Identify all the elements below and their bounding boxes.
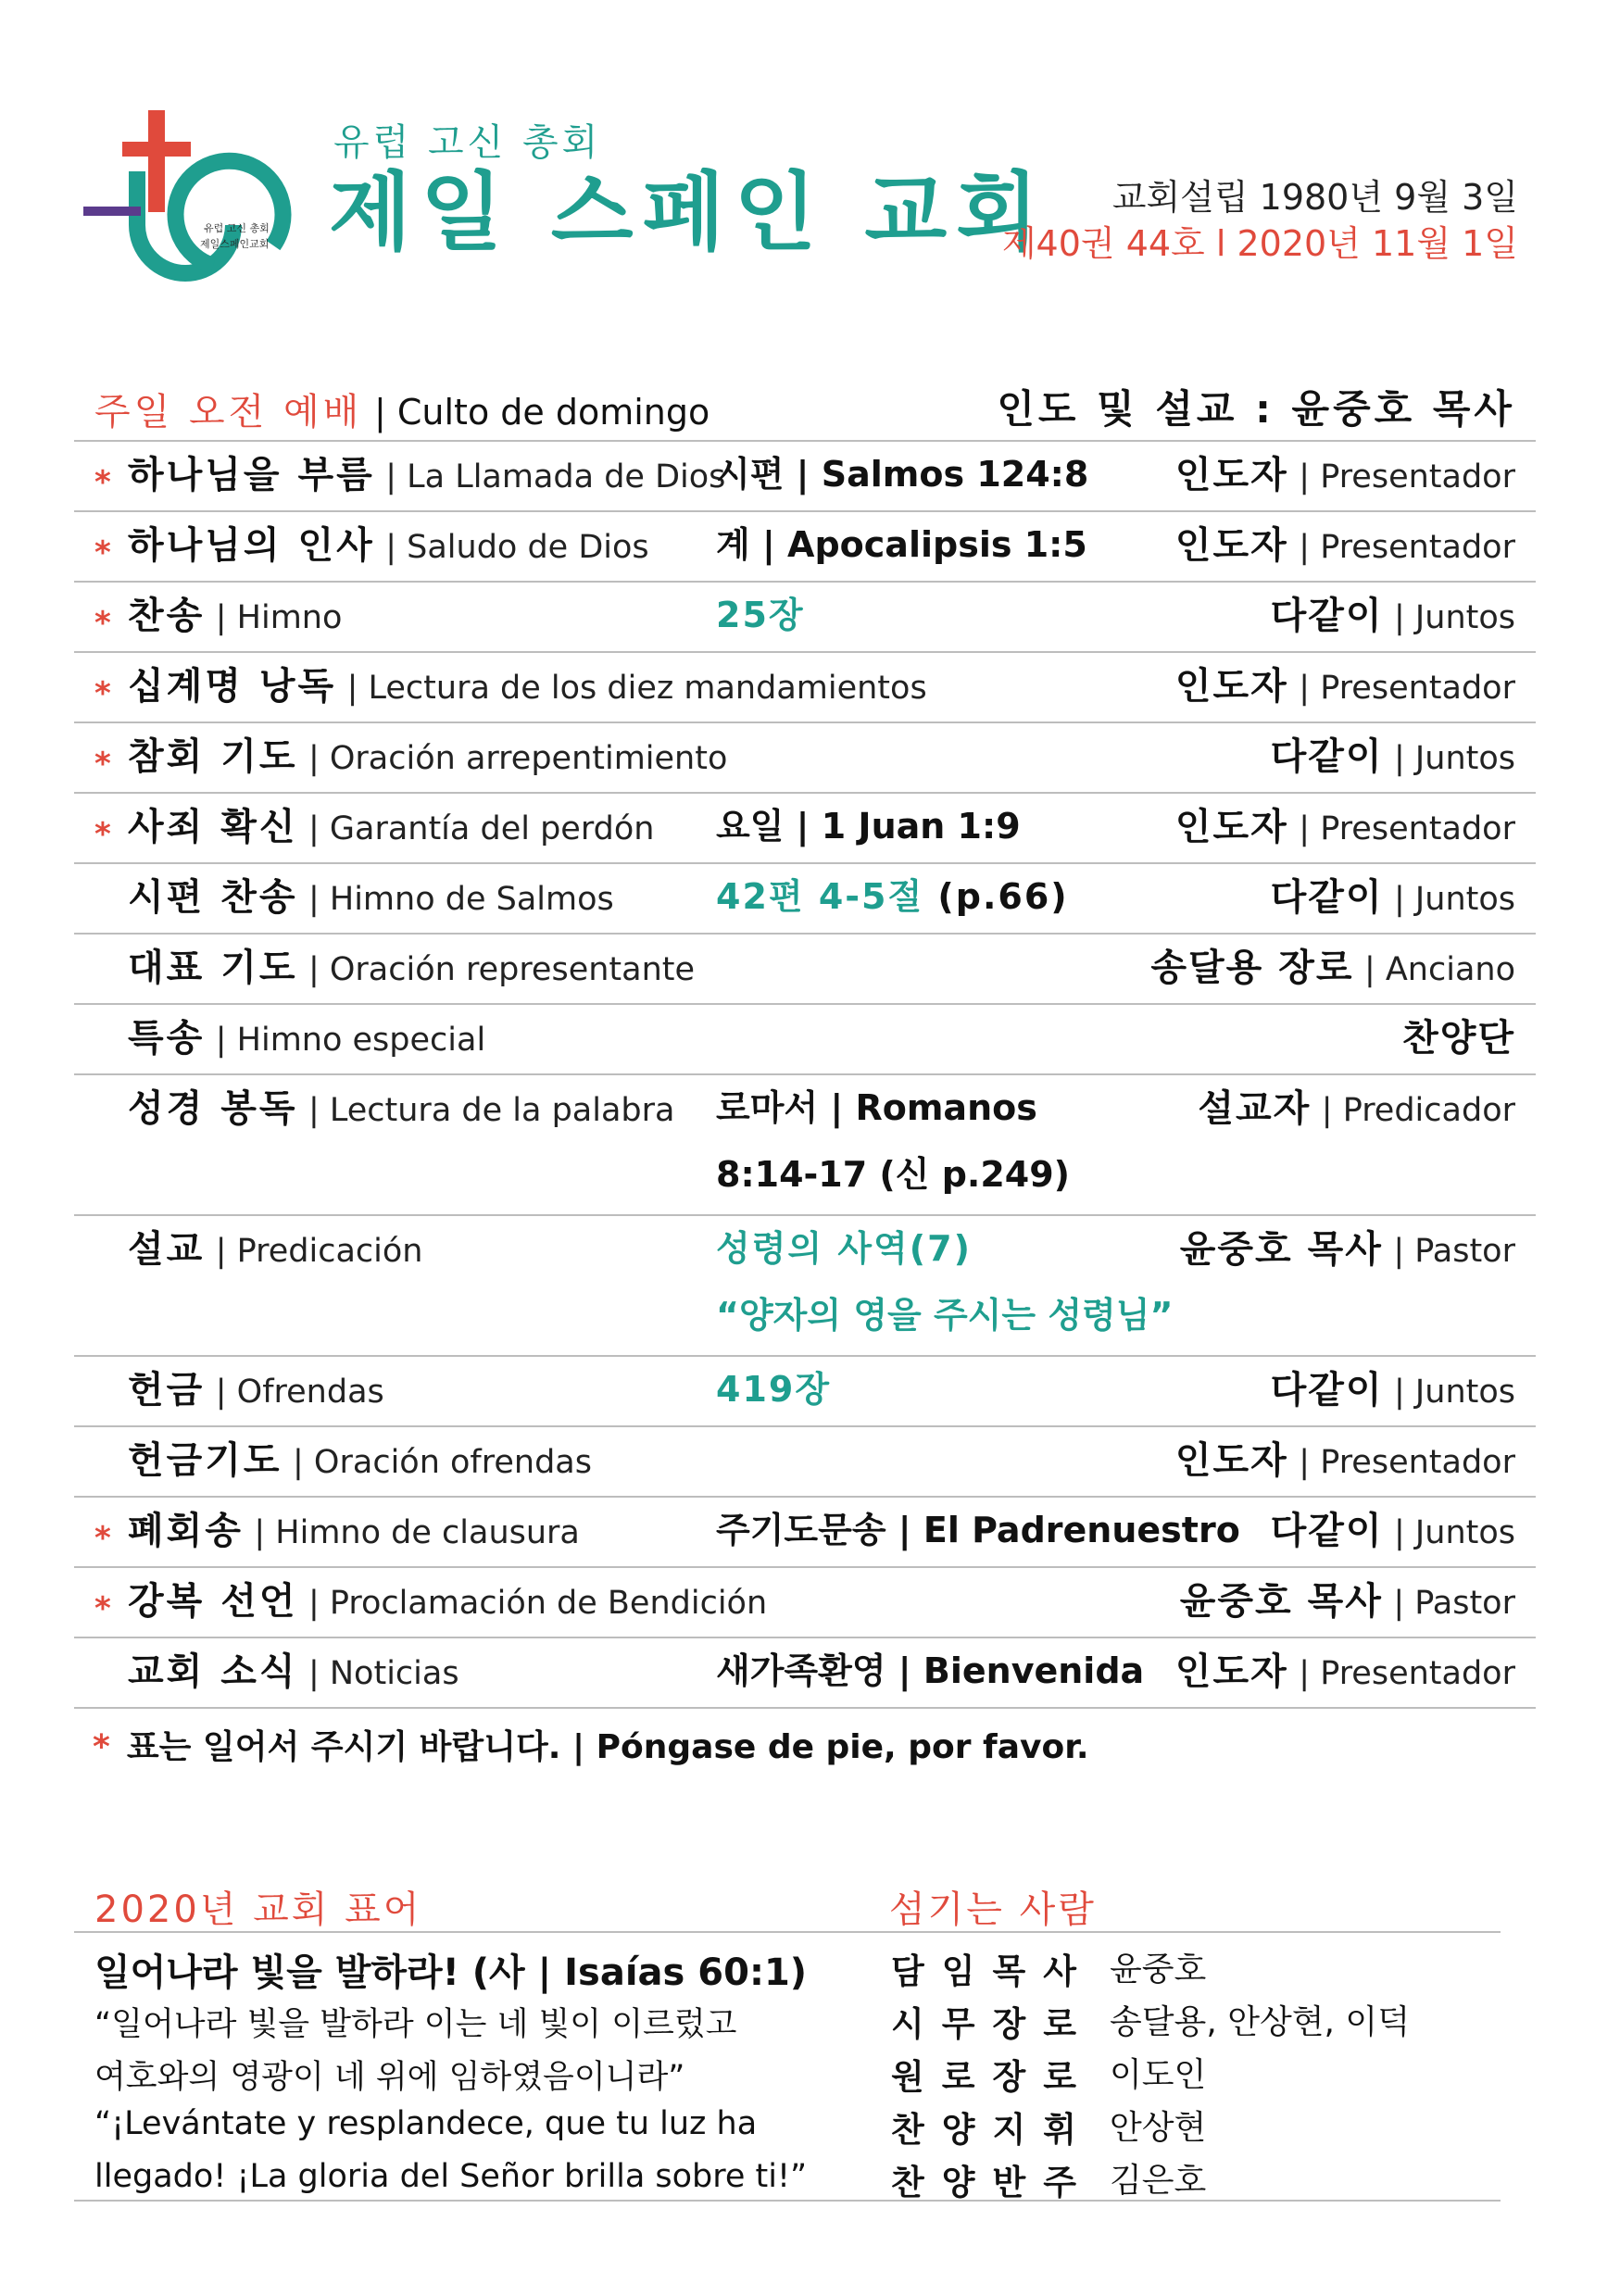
item-leader bbox=[1179, 1228, 1515, 1271]
reference-main: 로마서 bbox=[716, 1087, 819, 1128]
reference-main: 419장 bbox=[716, 1369, 832, 1410]
reference-main: 계 bbox=[716, 524, 750, 565]
stand-star: * bbox=[94, 605, 111, 642]
motto-title: 2020년 교회 표어 bbox=[94, 1888, 422, 1931]
stand-star: * bbox=[94, 464, 111, 501]
leader-ko: 윤중호 목사 bbox=[1179, 1228, 1383, 1271]
reference-main: 주기도문송 bbox=[716, 1510, 886, 1550]
item-leader bbox=[1270, 876, 1515, 919]
item-es: | Noticias bbox=[308, 1655, 459, 1692]
stand-star: * bbox=[94, 816, 111, 853]
worship-item bbox=[128, 665, 927, 708]
worship-row bbox=[74, 794, 1536, 864]
item-es: | Himno bbox=[215, 599, 343, 636]
item-reference bbox=[716, 1512, 1240, 1548]
worship-item bbox=[128, 454, 726, 496]
item-ko: 폐회송 bbox=[128, 1510, 244, 1552]
worship-row bbox=[74, 1498, 1536, 1568]
item-ko: 찬송 bbox=[128, 595, 206, 637]
reference-es: | 1 Juan 1:9 bbox=[796, 806, 1021, 847]
worship-order bbox=[74, 366, 1536, 1709]
worship-header bbox=[74, 366, 1536, 442]
item-es: | Oración ofrendas bbox=[293, 1444, 592, 1481]
worship-row bbox=[74, 723, 1536, 794]
motto-line: “일어나라 빛을 발하라 이는 네 빛이 이르렀고 bbox=[94, 2006, 737, 2043]
reference-main: 42편 4-5절 bbox=[716, 876, 924, 917]
servant-role: 찬양반주 bbox=[891, 2163, 1094, 2202]
servant-name: 김은호 bbox=[1110, 2162, 1207, 2200]
item-leader bbox=[1150, 947, 1515, 989]
org-subtitle: 유럽 고신 총회 bbox=[333, 121, 602, 164]
servant-role: 담임목사 bbox=[891, 1951, 1094, 1991]
worship-item bbox=[128, 1510, 580, 1552]
worship-row bbox=[74, 583, 1536, 653]
leader-ko: 찬양단 bbox=[1402, 1017, 1515, 1060]
item-es: | Himno especial bbox=[215, 1022, 486, 1059]
worship-item bbox=[128, 806, 655, 848]
servant-role: 원로장로 bbox=[891, 2057, 1094, 2097]
leader-ko: 다같이 bbox=[1270, 876, 1384, 919]
leader-ko: 인도자 bbox=[1174, 454, 1288, 496]
item-es: | Lectura de los diez mandamientos bbox=[346, 670, 927, 707]
item-reference bbox=[716, 454, 1089, 495]
leader-es: | Presentador bbox=[1299, 458, 1515, 496]
church-name: 제일 스페인 교회 bbox=[329, 163, 1049, 262]
leader-es: | Presentador bbox=[1299, 810, 1515, 847]
stand-star: * bbox=[94, 1520, 111, 1557]
item-leader bbox=[1270, 1510, 1515, 1552]
worship-row bbox=[74, 1075, 1536, 1216]
reference-es: | Salmos 124:8 bbox=[796, 454, 1089, 495]
worship-item bbox=[128, 1650, 459, 1693]
reference-main: 25장 bbox=[716, 595, 805, 635]
item-leader bbox=[1270, 735, 1515, 778]
item-leader bbox=[1198, 1087, 1515, 1130]
stand-star: * bbox=[94, 675, 111, 712]
item-leader bbox=[1179, 1580, 1515, 1623]
leader-ko: 인도자 bbox=[1174, 1650, 1288, 1693]
worship-title-es: | Culto de domingo bbox=[374, 392, 710, 433]
item-reference bbox=[716, 876, 1069, 917]
worship-row bbox=[74, 1568, 1536, 1638]
motto-line: “¡Levántate y resplandece, que tu luz ha bbox=[94, 2105, 758, 2142]
item-reference bbox=[716, 806, 1021, 847]
item-es: | Proclamación de Bendición bbox=[308, 1585, 768, 1622]
bottom-divider-bottom bbox=[74, 2200, 1501, 2202]
motto-line: 여호와의 영광이 네 위에 임하였음이니라” bbox=[94, 2059, 685, 2096]
worship-item bbox=[128, 1580, 768, 1623]
item-leader bbox=[1174, 454, 1515, 496]
servant-role: 시무장로 bbox=[891, 2004, 1094, 2044]
item-reference bbox=[716, 1087, 1037, 1128]
worship-row bbox=[74, 935, 1536, 1005]
leader-es: | Presentador bbox=[1299, 1655, 1515, 1692]
worship-item bbox=[128, 735, 728, 778]
founded-date: 교회설립 1980년 9월 3일 bbox=[1111, 177, 1518, 218]
leader-es: | Predicador bbox=[1321, 1092, 1515, 1129]
worship-row bbox=[74, 1427, 1536, 1498]
item-es: | Himno de Salmos bbox=[308, 881, 614, 918]
item-ko: 대표 기도 bbox=[128, 947, 298, 989]
servant-name: 이도인 bbox=[1110, 2056, 1207, 2094]
church-logo bbox=[83, 107, 296, 282]
logo-text-2: 제일스페인교회 bbox=[200, 238, 270, 250]
servant-name: 안상현 bbox=[1110, 2109, 1207, 2147]
leader-es: | Pastor bbox=[1393, 1585, 1515, 1622]
item-ko: 특송 bbox=[128, 1017, 206, 1060]
worship-row bbox=[74, 1216, 1536, 1357]
worship-item bbox=[128, 947, 696, 989]
leader-ko: 다같이 bbox=[1270, 595, 1384, 637]
reference-main: 시편 bbox=[716, 454, 785, 495]
leader-ko: 인도자 bbox=[1174, 665, 1288, 708]
worship-item bbox=[128, 595, 343, 637]
item-leader bbox=[1174, 806, 1515, 848]
item-reference bbox=[716, 524, 1087, 565]
worship-item bbox=[128, 524, 649, 567]
motto-heading: 일어나라 빛을 발하라! (사 | Isaías 60:1) bbox=[94, 1951, 808, 1994]
item-leader bbox=[1174, 1439, 1515, 1482]
item-es: | Oración arrepentimiento bbox=[308, 740, 728, 777]
worship-item bbox=[128, 1369, 384, 1411]
standing-note bbox=[93, 1721, 1089, 1768]
leader-ko: 인도자 bbox=[1174, 1439, 1288, 1482]
worship-row bbox=[74, 1005, 1536, 1075]
reference-line2: 8:14-17 (신 p.249) bbox=[716, 1154, 1071, 1195]
item-ko: 강복 선언 bbox=[128, 1580, 298, 1623]
item-ko: 성경 봉독 bbox=[128, 1087, 298, 1130]
item-leader bbox=[1270, 1369, 1515, 1411]
motto-line: llegado! ¡La gloria del Señor brilla sobre ti!” bbox=[94, 2158, 808, 2195]
reference-main: 새가족환영 bbox=[716, 1650, 886, 1691]
servant-role: 찬양지휘 bbox=[891, 2110, 1094, 2150]
item-ko: 헌금 bbox=[128, 1369, 206, 1411]
worship-item bbox=[128, 1439, 592, 1482]
worship-row bbox=[74, 1638, 1536, 1709]
leader-es: | Anciano bbox=[1363, 951, 1515, 988]
item-ko: 교회 소식 bbox=[128, 1650, 298, 1693]
item-leader bbox=[1270, 595, 1515, 637]
worship-title-ko: 주일 오전 예배 bbox=[94, 391, 363, 433]
worship-item bbox=[128, 876, 614, 919]
worship-row bbox=[74, 442, 1536, 512]
leader-es: | Juntos bbox=[1394, 1374, 1515, 1411]
worship-item bbox=[128, 1017, 486, 1060]
leader-ko: 다같이 bbox=[1270, 735, 1384, 778]
logo-text-1: 유럽 고신 총회 bbox=[204, 222, 270, 234]
leader-es: | Presentador bbox=[1299, 529, 1515, 566]
item-reference bbox=[716, 1650, 1145, 1691]
stand-star: * bbox=[94, 1590, 111, 1627]
item-ko: 하나님의 인사 bbox=[128, 524, 375, 567]
reference-main: 성령의 사역(7) bbox=[716, 1228, 972, 1269]
item-ko: 참회 기도 bbox=[128, 735, 298, 778]
item-reference bbox=[716, 1369, 832, 1410]
item-es: | Garantía del perdón bbox=[308, 810, 655, 847]
item-es: | Ofrendas bbox=[215, 1374, 384, 1411]
servant-name: 송달용, 안상현, 이덕 bbox=[1110, 2003, 1410, 2041]
leader-es: | Presentador bbox=[1299, 1444, 1515, 1481]
item-reference bbox=[716, 597, 805, 633]
worship-item bbox=[128, 1228, 423, 1271]
bottom-divider-top bbox=[74, 1931, 1501, 1933]
worship-row bbox=[74, 1357, 1536, 1427]
leader-ko: 인도자 bbox=[1174, 524, 1288, 567]
item-ko: 시편 찬송 bbox=[128, 876, 298, 919]
reference-es: | Bienvenida bbox=[898, 1650, 1145, 1691]
stand-star: * bbox=[94, 534, 111, 571]
leader-ko: 설교자 bbox=[1198, 1087, 1312, 1130]
leader-es: | Juntos bbox=[1394, 740, 1515, 777]
standing-note-text: 표는 일어서 주시기 바랍니다. | Póngase de pie, por favor. bbox=[126, 1728, 1089, 1766]
reference-es: | El Padrenuestro bbox=[898, 1510, 1240, 1550]
worship-row bbox=[74, 653, 1536, 723]
issue-number: 제40권 44호 l 2020년 11월 1일 bbox=[1001, 223, 1518, 264]
worship-item bbox=[128, 1087, 675, 1130]
item-leader bbox=[1174, 1650, 1515, 1693]
leader-es: | Juntos bbox=[1394, 599, 1515, 636]
item-leader bbox=[1402, 1017, 1515, 1060]
item-ko: 헌금기도 bbox=[128, 1439, 283, 1482]
worship-title bbox=[94, 383, 710, 435]
leader-ko: 다같이 bbox=[1270, 1369, 1384, 1411]
reference-main: 요일 bbox=[716, 806, 785, 847]
reference-line2: “양자의 영을 주시는 성령님” bbox=[716, 1295, 1174, 1336]
stand-star: * bbox=[94, 746, 111, 783]
item-ko: 십계명 낭독 bbox=[128, 665, 337, 708]
item-es: | Lectura de la palabra bbox=[308, 1092, 675, 1129]
leader-ko: 다같이 bbox=[1270, 1510, 1384, 1552]
servants-title: 섬기는 사람 bbox=[889, 1888, 1097, 1931]
item-ko: 하나님을 부름 bbox=[128, 454, 375, 496]
item-ko: 설교 bbox=[128, 1228, 206, 1271]
leader-es: | Juntos bbox=[1394, 1514, 1515, 1551]
servant-name: 윤중호 bbox=[1110, 1951, 1207, 1989]
item-es: | Saludo de Dios bbox=[385, 529, 649, 566]
leader-es: | Pastor bbox=[1393, 1233, 1515, 1270]
leader-es: | Juntos bbox=[1394, 881, 1515, 918]
reference-es: | Romanos bbox=[830, 1087, 1037, 1128]
item-es: | Oración representante bbox=[308, 951, 696, 988]
item-es: | Predicación bbox=[215, 1233, 423, 1270]
leader-es: | Presentador bbox=[1299, 670, 1515, 707]
leader-ko: 인도자 bbox=[1174, 806, 1288, 848]
standing-star: * bbox=[93, 1728, 110, 1766]
item-es: | Himno de clausura bbox=[254, 1514, 580, 1551]
reference-es: | Apocalipsis 1:5 bbox=[761, 524, 1087, 565]
leader-ko: 윤중호 목사 bbox=[1179, 1580, 1383, 1623]
item-es: | La Llamada de Dios bbox=[385, 458, 726, 496]
item-leader bbox=[1174, 524, 1515, 567]
leader-ko: 송달용 장로 bbox=[1150, 947, 1354, 989]
item-reference bbox=[716, 1228, 972, 1269]
worship-leader: 인도 및 설교 : 윤중호 목사 bbox=[997, 386, 1515, 432]
worship-row bbox=[74, 512, 1536, 583]
worship-items bbox=[74, 442, 1536, 1709]
reference-es: (p.66) bbox=[937, 876, 1069, 917]
item-leader bbox=[1174, 665, 1515, 708]
worship-row bbox=[74, 864, 1536, 935]
item-ko: 사죄 확신 bbox=[128, 806, 298, 848]
